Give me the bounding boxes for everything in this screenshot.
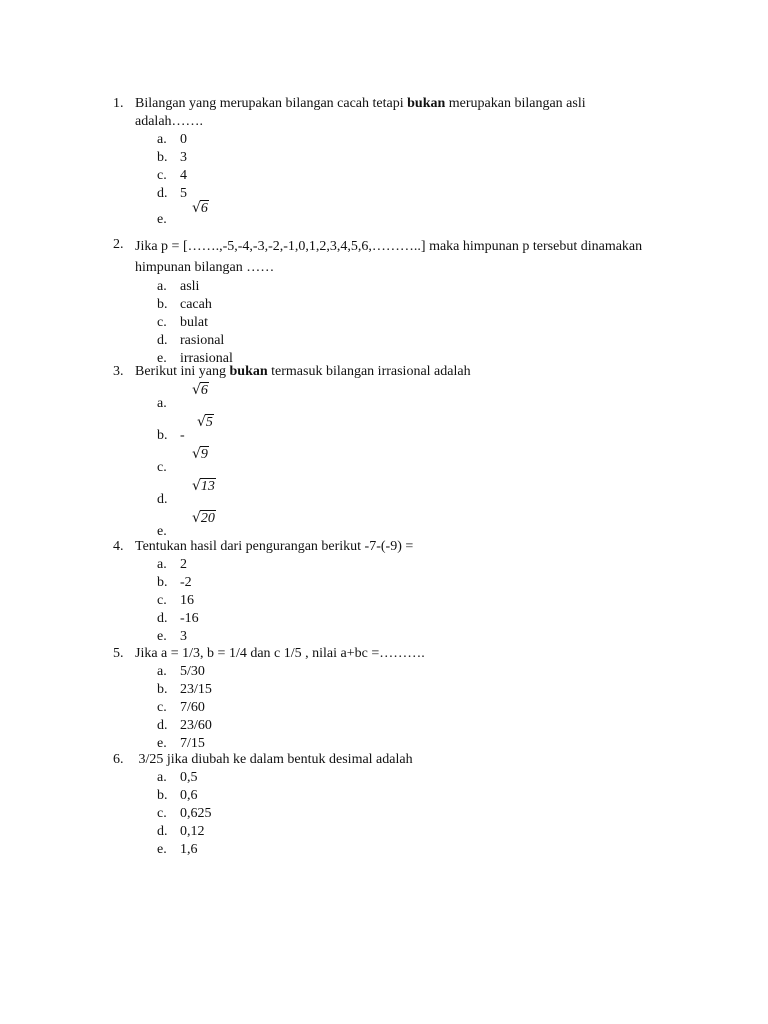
option-b: b. 0,6 xyxy=(157,788,198,803)
question-number: 1. xyxy=(113,96,124,111)
option-d: d. 0,12 xyxy=(157,824,205,839)
option-c: c. 4 xyxy=(157,168,187,183)
option-b: b. 3 xyxy=(157,150,187,165)
bold-keyword: bukan xyxy=(407,96,446,111)
question-text: Bilangan yang merupakan bilangan cacah tetapi bukan merupakan bilangan asli adalah……. xyxy=(135,96,586,129)
question-4 xyxy=(113,538,643,646)
option-a: a. 5/30 xyxy=(157,664,205,679)
option-a: a. √6 xyxy=(157,382,208,411)
option-a: a. 2 xyxy=(157,557,187,572)
option-a: a. 0 xyxy=(157,132,187,147)
square-root-expression: √6 xyxy=(192,200,208,216)
square-root-expression: √20 xyxy=(192,510,215,526)
option-d: d. -16 xyxy=(157,611,199,626)
square-root-expression: √6 xyxy=(192,382,208,398)
option-b: b. -2 xyxy=(157,575,192,590)
negative-sign: - xyxy=(180,428,185,443)
option-c: c. 7/60 xyxy=(157,700,205,715)
question-text: Berikut ini yang bukan termasuk bilangan irrasional adalah xyxy=(135,364,471,379)
option-c: c. 16 xyxy=(157,593,194,608)
option-c: c. √9 xyxy=(157,446,208,475)
option-e: e. 3 xyxy=(157,629,187,644)
question-5 xyxy=(113,645,643,753)
question-2 xyxy=(113,236,643,368)
option-b: b. cacah xyxy=(157,297,212,312)
option-e: e. 1,6 xyxy=(157,842,198,857)
question-1 xyxy=(113,95,643,228)
option-a: a. 0,5 xyxy=(157,770,198,785)
option-c: c. 0,625 xyxy=(157,806,212,821)
option-e: e. √20 xyxy=(157,510,215,539)
option-e: e. 7/15 xyxy=(157,736,205,751)
option-d: d. 5 xyxy=(157,186,187,201)
square-root-expression: √5 xyxy=(197,414,213,430)
option-b: b. 23/15 xyxy=(157,682,212,697)
option-d: d. rasional xyxy=(157,333,225,348)
question-number: 5. xyxy=(113,646,124,661)
bold-keyword: bukan xyxy=(229,364,268,379)
option-e: e. √6 xyxy=(157,200,208,227)
question-number: 6. xyxy=(113,752,124,767)
question-3 xyxy=(113,363,643,541)
question-text: Jika p = […….,-5,-4,-3,-2,-1,0,1,2,3,4,5,6,………..] maka himpunan p tersebut dinamakan himpunan bilangan …… xyxy=(135,239,643,275)
option-b: b. - √5 xyxy=(157,414,213,443)
option-e: e. irrasional xyxy=(157,351,233,366)
option-d: d. 23/60 xyxy=(157,718,212,733)
question-6 xyxy=(113,751,643,859)
question-text: Jika a = 1/3, b = 1/4 dan c 1/5 , nilai a+bc =………. xyxy=(135,646,425,661)
question-number: 2. xyxy=(113,237,124,252)
question-number: 4. xyxy=(113,539,124,554)
question-text: 3/25 jika diubah ke dalam bentuk desimal adalah xyxy=(135,752,413,767)
square-root-expression: √9 xyxy=(192,446,208,462)
option-d: d. √13 xyxy=(157,478,215,507)
option-c: c. bulat xyxy=(157,315,208,330)
question-text: Tentukan hasil dari pengurangan berikut -7-(-9) = xyxy=(135,539,414,554)
option-a: a. asli xyxy=(157,279,200,294)
square-root-expression: √13 xyxy=(192,478,215,494)
question-number: 3. xyxy=(113,364,124,379)
